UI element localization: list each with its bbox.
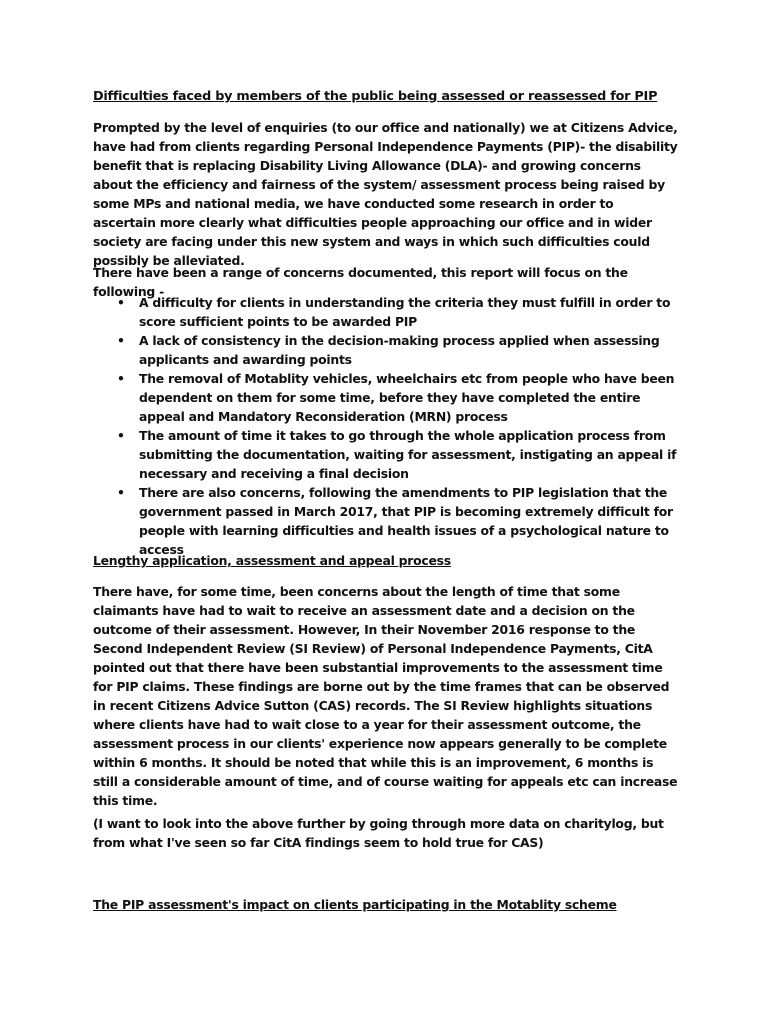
list-item-text: The amount of time it takes to go through the whole application process from submitting the documentation, waiting for assessment, instigating an appeal if necessary and receiving a final decision <box>139 428 677 481</box>
list-item <box>93 369 683 426</box>
concerns-intro-paragraph: There have been a range of concerns documented, this report will focus on the following - <box>93 265 628 299</box>
list-item-text: The removal of Motablity vehicles, wheelchairs etc from people who have been dependent on them for some time, before they have completed the entire appeal and Mandatory Reconsideration (MRN) process <box>139 371 675 424</box>
list-item <box>93 426 683 483</box>
bullet-icon: • <box>117 295 125 310</box>
list-item-text: There are also concerns, following the amendments to PIP legislation that the government passed in March 2017, that PIP is becoming extremely difficult for people with learning difficulties and health issues of a psychological nature to access <box>139 485 673 557</box>
list-item <box>93 293 683 331</box>
list-item <box>93 483 683 559</box>
bullet-icon: • <box>117 485 125 500</box>
bullet-icon: • <box>117 371 125 386</box>
concerns-list <box>93 293 683 559</box>
lengthy-process-paragraph: There have, for some time, been concerns about the length of time that some claimants have had to wait to receive an assessment date and a decision on the outcome of their assessment. However, In their November 2016 response to the Second Independent Review (SI Review) of Personal Independence Payments, CitA pointed out that there have been substantial improvements to the assessment time for PIP claims. These findings are borne out by the time frames that can be observed in recent Citizens Advice Sutton (CAS) records. The SI Review highlights situations where clients have had to wait close to a year for their assessment outcome, the assessment process in our clients' experience now appears generally to be complete within 6 months. It should be noted that while this is an improvement, 6 months is still a considerable amount of time, and of course waiting for appeals etc can increase this time. <box>93 584 678 808</box>
list-item <box>93 331 683 369</box>
list-item-text: A lack of consistency in the decision-making process applied when assessing applicants and awarding points <box>139 333 660 367</box>
bullet-icon: • <box>117 333 125 348</box>
author-note-paragraph: (I want to look into the above further by going through more data on charitylog, but from what I've seen so far CitA findings seem to hold true for CAS) <box>93 816 664 850</box>
section-heading-motability: The PIP assessment's impact on clients participating in the Motablity scheme <box>93 897 617 912</box>
list-item-text: A difficulty for clients in understanding the criteria they must fulfill in order to score sufficient points to be awarded PIP <box>139 295 671 329</box>
document-title: Difficulties faced by members of the public being assessed or reassessed for PIP <box>93 89 658 104</box>
section-heading-lengthy-process: Lengthy application, assessment and appeal process <box>93 553 451 568</box>
bullet-icon: • <box>117 428 125 443</box>
intro-paragraph: Prompted by the level of enquiries (to our office and nationally) we at Citizens Advice, have had from clients regarding Personal Independence Payments (PIP)- the disability benefit that is replacing Disability Living Allowance (DLA)- and growing concerns about the efficiency and fairness of the system/ assessment process being raised by some MPs and national media, we have conducted some research in order to ascertain more clearly what difficulties people approaching our office and in wider society are facing under this new system and ways in which such difficulties could possibly be alleviated. <box>93 120 678 268</box>
